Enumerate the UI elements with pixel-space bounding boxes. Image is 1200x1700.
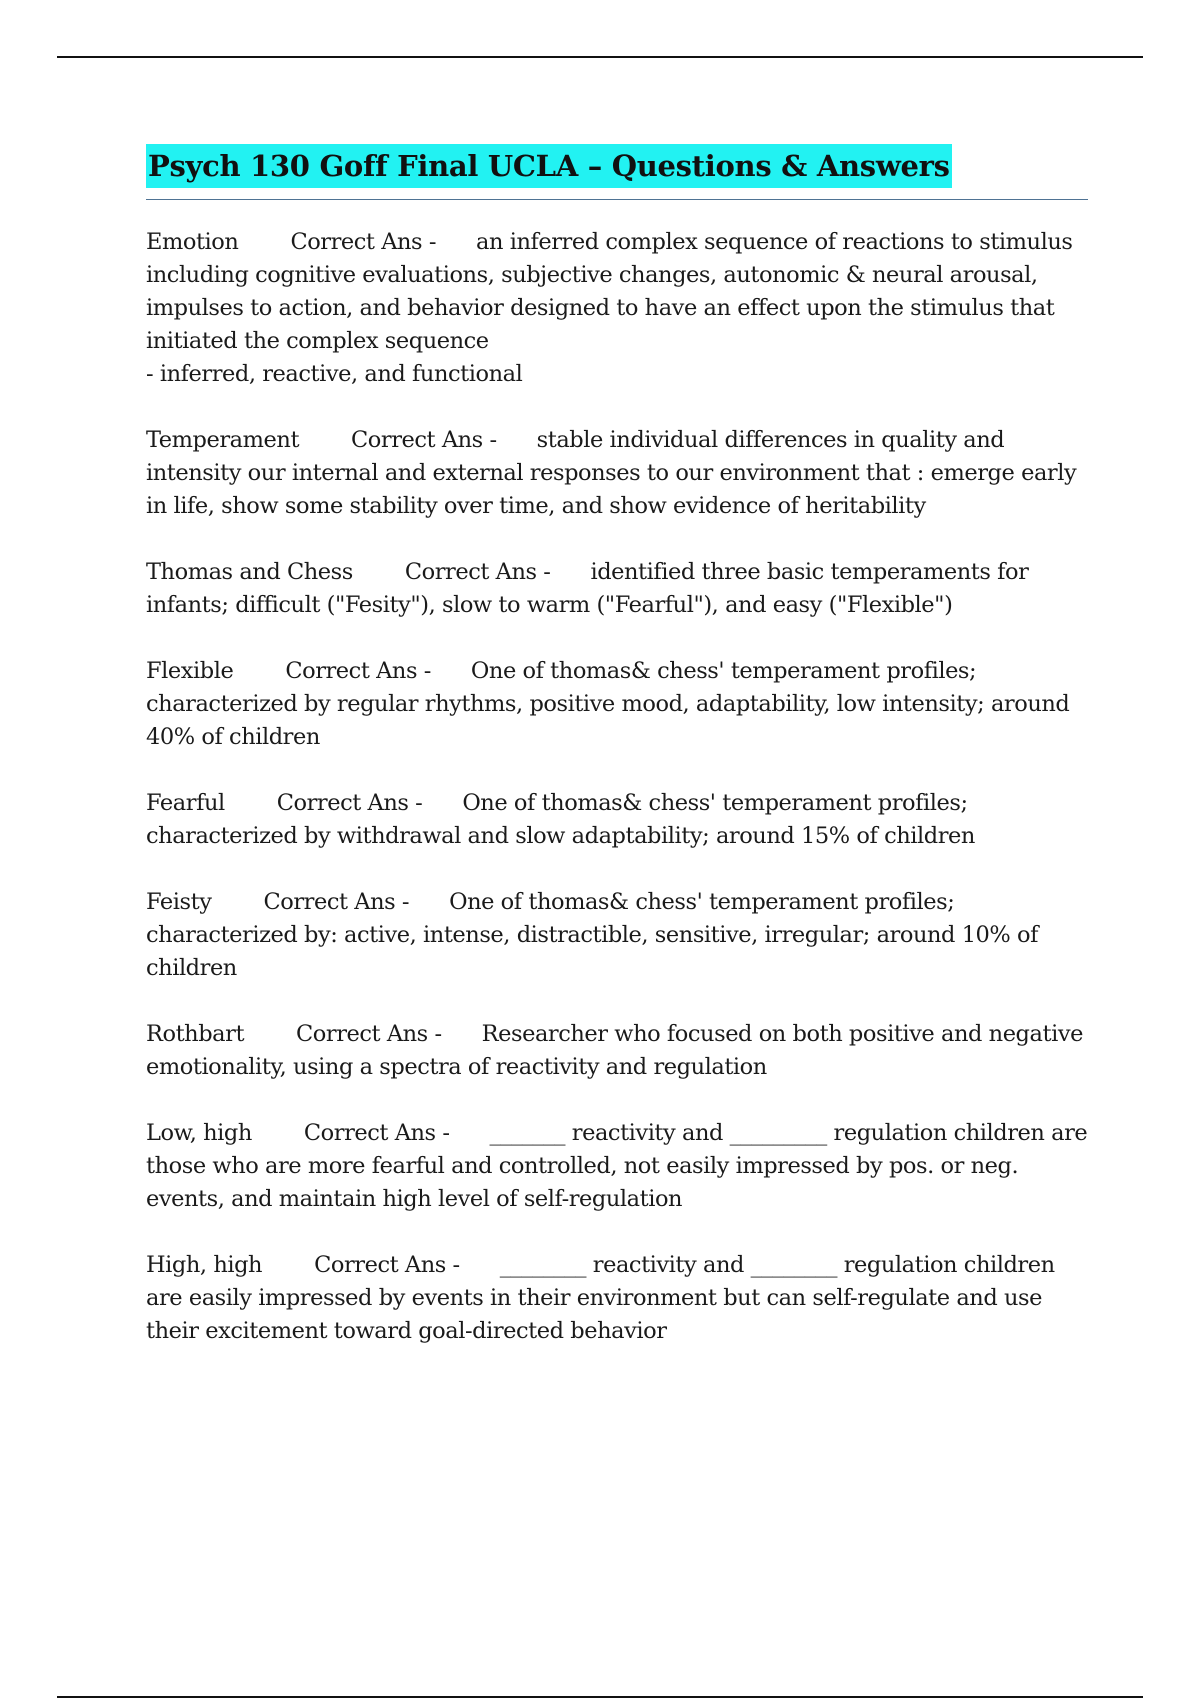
qa-answer: an inferred complex sequence of reactions to stimulus including cognitive evaluations, subjective changes, autonomic & neural arousal, impulses to action, and behavior designed to have an effect upon the stimulus that initiated the complex sequence - inferred, reactive, and functional xyxy=(146,229,1073,387)
qa-separator: Correct Ans - xyxy=(290,229,437,255)
qa-separator: Correct Ans - xyxy=(404,559,551,585)
qa-list xyxy=(146,226,1096,1381)
qa-separator: Correct Ans - xyxy=(303,1120,450,1146)
qa-item xyxy=(146,226,1096,391)
qa-answer: Researcher who focused on both positive and negative emotionality, using a spectra of reactivity and regulation xyxy=(146,1021,1083,1080)
qa-answer: identified three basic temperaments for infants; difficult ("Fesity"), slow to warm ("Fearful"), and easy ("Flexible") xyxy=(146,559,1029,618)
qa-separator: Correct Ans - xyxy=(351,427,497,453)
page-top-rule xyxy=(57,56,1143,58)
qa-term: Thomas and Chess xyxy=(146,559,353,585)
document-title: Psych 130 Goff Final UCLA – Questions & Answers xyxy=(146,144,952,188)
page-bottom-rule xyxy=(57,1696,1143,1698)
qa-item xyxy=(146,1117,1096,1216)
qa-term: Emotion xyxy=(146,229,239,255)
qa-separator: Correct Ans - xyxy=(276,790,423,816)
qa-answer: ________ reactivity and ________ regulation children are easily impressed by events in their environment but can self-regulate and use their excitement toward goal-directed behavior xyxy=(146,1252,1055,1344)
qa-answer: _______ reactivity and _________ regulation children are those who are more fearful and controlled, not easily impressed by pos. or neg. events, and maintain high level of self-regulation xyxy=(146,1120,1088,1212)
title-block xyxy=(146,144,1088,200)
qa-item xyxy=(146,1249,1096,1348)
qa-term: Flexible xyxy=(146,658,234,684)
qa-answer: One of thomas& chess' temperament profiles; characterized by: active, intense, distractible, sensitive, irregular; around 10% of children xyxy=(146,889,1039,981)
qa-separator: Correct Ans - xyxy=(285,658,431,684)
qa-separator: Correct Ans - xyxy=(314,1252,460,1278)
qa-item xyxy=(146,886,1096,985)
qa-item xyxy=(146,556,1096,622)
qa-separator: Correct Ans - xyxy=(263,889,410,915)
qa-term: Fearful xyxy=(146,790,225,816)
qa-term: High, high xyxy=(146,1252,263,1278)
qa-item xyxy=(146,1018,1096,1084)
qa-term: Low, high xyxy=(146,1120,252,1146)
qa-answer: One of thomas& chess' temperament profiles; characterized by regular rhythms, positive mood, adaptability, low intensity; around 40% of children xyxy=(146,658,1070,750)
qa-term: Feisty xyxy=(146,889,212,915)
qa-answer: stable individual differences in quality and intensity our internal and external responses to our environment that : emerge early in life, show some stability over time, and show evidence of heritability xyxy=(146,427,1077,519)
qa-item xyxy=(146,655,1096,754)
qa-item xyxy=(146,424,1096,523)
qa-answer: One of thomas& chess' temperament profiles; characterized by withdrawal and slow adaptability; around 15% of children xyxy=(146,790,975,849)
qa-item xyxy=(146,787,1096,853)
qa-term: Temperament xyxy=(146,427,300,453)
qa-separator: Correct Ans - xyxy=(296,1021,442,1047)
qa-term: Rothbart xyxy=(146,1021,245,1047)
